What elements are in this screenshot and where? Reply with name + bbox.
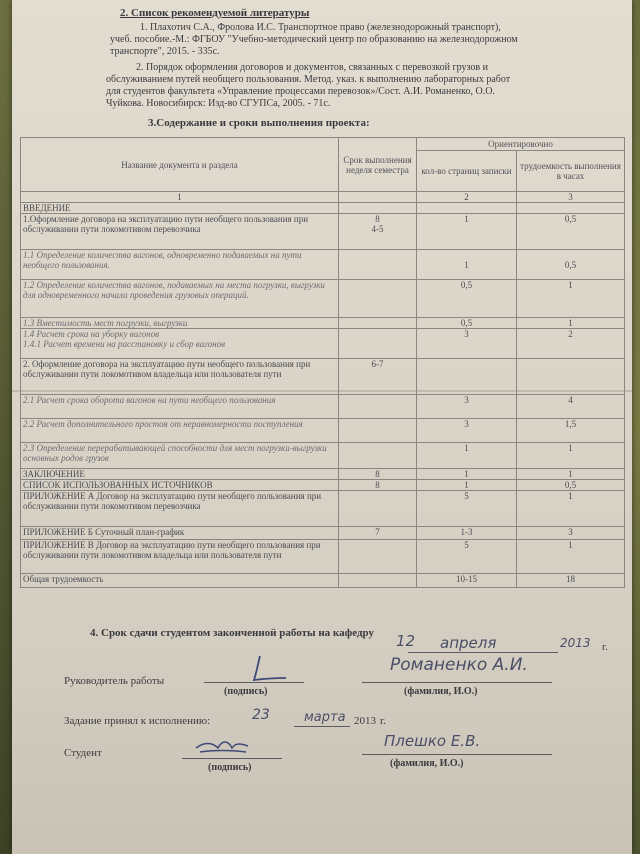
row-name: ЗАКЛЮЧЕНИЕ (21, 469, 339, 480)
header-week: Срок выполнения неделя семестра (339, 138, 417, 192)
table-row (21, 318, 625, 329)
row-week (339, 395, 417, 419)
supervisor-signature (234, 652, 294, 686)
header-pages: кол-во страниц записки (417, 151, 517, 192)
section4-heading: 4. Срок сдачи студентом законченной работы на кафедру (90, 627, 374, 639)
reference-2-line-1: 2. Порядок оформления договоров и документов, связанных с перевозкой грузов и (136, 62, 488, 73)
row-pages: 5 (417, 540, 517, 574)
document-sheet (12, 0, 632, 854)
row-name: 1.3 Вместимость мест погрузки, выгрузки (21, 318, 339, 329)
student-label: Студент (64, 747, 102, 759)
supervisor-name: Романенко А.И. (390, 655, 528, 675)
deadline-year-suffix: г. (602, 642, 608, 653)
row-pages: 1 (417, 214, 517, 250)
row-name: ПРИЛОЖЕНИЕ Б Суточный план-график (21, 527, 339, 540)
total-label: Общая трудоемкость (21, 574, 339, 588)
total-hours: 18 (517, 574, 625, 588)
reference-1-line-1: 1. Плахотич С.А., Фролова И.С. Транспортное право (железнодорожный транспорт), (140, 22, 501, 33)
row-pages: 3 (417, 419, 517, 443)
row-name: 2.3 Определение перерабатывающей способности для мест погрузки-выгрузки основных родов грузов (21, 443, 339, 469)
row-name: 1.Оформление договора на эксплуатацию пути необщего пользования при обслуживании пути локомотивом перевозчика (21, 214, 339, 250)
row-hours: 1,5 (517, 419, 625, 443)
row-name: 2.1 Расчет срока оборота вагонов на пути необщего пользования (21, 395, 339, 419)
accepted-year-suffix: г. (380, 715, 387, 727)
row-pages (417, 359, 517, 395)
row-week (339, 250, 417, 280)
row-hours: 2 (517, 329, 625, 359)
row-week: 8 (339, 469, 417, 480)
row-pages: 3 (417, 395, 517, 419)
accepted-year: 2013 (354, 715, 376, 727)
table-row (21, 480, 625, 491)
header-document-name: Название документа и раздела (21, 138, 339, 192)
row-pages: 1-3 (417, 527, 517, 540)
row-pages: 0,5 (417, 280, 517, 318)
header-hours: трудоемкость выполнения в часах (517, 151, 625, 192)
row-week: 8 (339, 480, 417, 491)
section3-heading: 3.Содержание и сроки выполнения проекта: (148, 117, 370, 129)
table-row (21, 540, 625, 574)
row-hours: 1 (517, 280, 625, 318)
header-approximate: Ориентировочно (417, 138, 625, 151)
row-hours: 0,5 (517, 214, 625, 250)
row-hours: 0,5 (517, 480, 625, 491)
row-week (339, 419, 417, 443)
row-week (339, 318, 417, 329)
row-week: 7 (339, 527, 417, 540)
row-hours: 4 (517, 395, 625, 419)
supervisor-label: Руководитель работы (64, 675, 165, 687)
row-hours (517, 359, 625, 395)
accepted-label: Задание принял к исполнению: (64, 715, 211, 727)
reference-2-line-2: обслуживанием путей необщего пользования. Метод. указ. к выполнению лабораторных работ (106, 74, 511, 85)
row-pages: 0,5 (417, 318, 517, 329)
row-hours (517, 203, 625, 214)
table-row (21, 214, 625, 250)
row-hours: 1 (517, 469, 625, 480)
student-signature (192, 736, 252, 760)
deadline-year: 2013 (560, 636, 591, 650)
total-pages: 10-15 (417, 574, 517, 588)
row-week (339, 203, 417, 214)
row-week (339, 540, 417, 574)
row-pages: 1 (417, 480, 517, 491)
row-name: 2.2 Расчет дополнительного простоя от неравномерности поступления (21, 419, 339, 443)
reference-2-line-3: для студентов факультета «Управление процессами перевозок»/Сост. А.И. Романенко, О.О. (106, 86, 495, 97)
row-hours: 1 (517, 443, 625, 469)
index-cell: 3 (517, 192, 625, 203)
accepted-month: марта (304, 710, 346, 725)
row-week (339, 491, 417, 527)
accepted-day: 23 (252, 707, 270, 723)
row-hours: 0,5 (517, 250, 625, 280)
student-name-caption: (фамилия, И.О.) (390, 758, 464, 769)
row-pages: 5 (417, 491, 517, 527)
row-week (339, 329, 417, 359)
row-hours: 1 (517, 318, 625, 329)
row-name: ВВЕДЕНИЕ (21, 203, 339, 214)
reference-1-line-2: учеб. пособие.-М.: ФГБОУ "Учебно-методический центр по образованию на железнодорожном (110, 34, 518, 45)
table-row (21, 250, 625, 280)
index-cell: 1 (21, 192, 339, 203)
row-name: ПРИЛОЖЕНИЕ В Договор на эксплуатацию пути необщего пользования при обслуживании пути локомотивом владельца или пользователя пути (21, 540, 339, 574)
table-index-row (21, 192, 625, 203)
row-pages: 3 (417, 329, 517, 359)
row-pages: 1 (417, 250, 517, 280)
row-pages (417, 203, 517, 214)
table-row (21, 469, 625, 480)
deadline-day: 12 (396, 632, 416, 650)
row-name: 1.2 Определение количества вагонов, подаваемых на места погрузки, выгрузки для одновременного начала проведения грузовых операций. (21, 280, 339, 318)
table-row (21, 280, 625, 318)
table-row (21, 359, 625, 395)
table-row (21, 395, 625, 419)
reference-1-line-3: транспорте", 2015. - 335с. (110, 46, 220, 57)
supervisor-name-caption: (фамилия, И.О.) (404, 686, 478, 697)
schedule-table (20, 137, 625, 588)
index-cell (339, 192, 417, 203)
row-name: 2. Оформление договора на эксплуатацию пути необщего пользования при обслуживании пути локомотивом владельца или пользователя пути (21, 359, 339, 395)
row-pages: 1 (417, 443, 517, 469)
row-hours: 3 (517, 527, 625, 540)
row-pages: 1 (417, 469, 517, 480)
supervisor-sign-caption: (подпись) (224, 686, 268, 697)
table-total-row (21, 574, 625, 588)
student-sign-caption: (подпись) (208, 762, 252, 773)
row-week: 6-7 (339, 359, 417, 395)
student-name: Плешко Е.В. (384, 732, 481, 750)
row-week (339, 443, 417, 469)
index-cell: 2 (417, 192, 517, 203)
row-name: 1.4 Расчет срока на уборку вагонов 1.4.1 Расчет времени на расстановку и сбор вагонов (21, 329, 339, 359)
row-hours: 1 (517, 491, 625, 527)
table-row (21, 491, 625, 527)
total-week (339, 574, 417, 588)
table-row (21, 527, 625, 540)
row-name: ПРИЛОЖЕНИЕ А Договор на эксплуатацию пути необщего пользования при обслуживании пути локомотивом перевозчика (21, 491, 339, 527)
row-week (339, 280, 417, 318)
deadline-month: апреля (440, 634, 497, 652)
row-name: 1.1 Определение количества вагонов, одновременно подаваемых на пути необщего пользования. (21, 250, 339, 280)
row-week: 8 4-5 (339, 214, 417, 250)
table-header-row (21, 138, 625, 151)
row-hours: 1 (517, 540, 625, 574)
table-row (21, 419, 625, 443)
table-row (21, 203, 625, 214)
reference-2-line-4: Чуйкова. Новосибирск: Изд-во СГУПСа, 2005. - 71с. (106, 98, 331, 109)
section2-heading: 2. Список рекомендуемой литературы (120, 7, 310, 19)
row-name: СПИСОК ИСПОЛЬЗОВАННЫХ ИСТОЧНИКОВ (21, 480, 339, 491)
table-row (21, 443, 625, 469)
table-row (21, 329, 625, 359)
